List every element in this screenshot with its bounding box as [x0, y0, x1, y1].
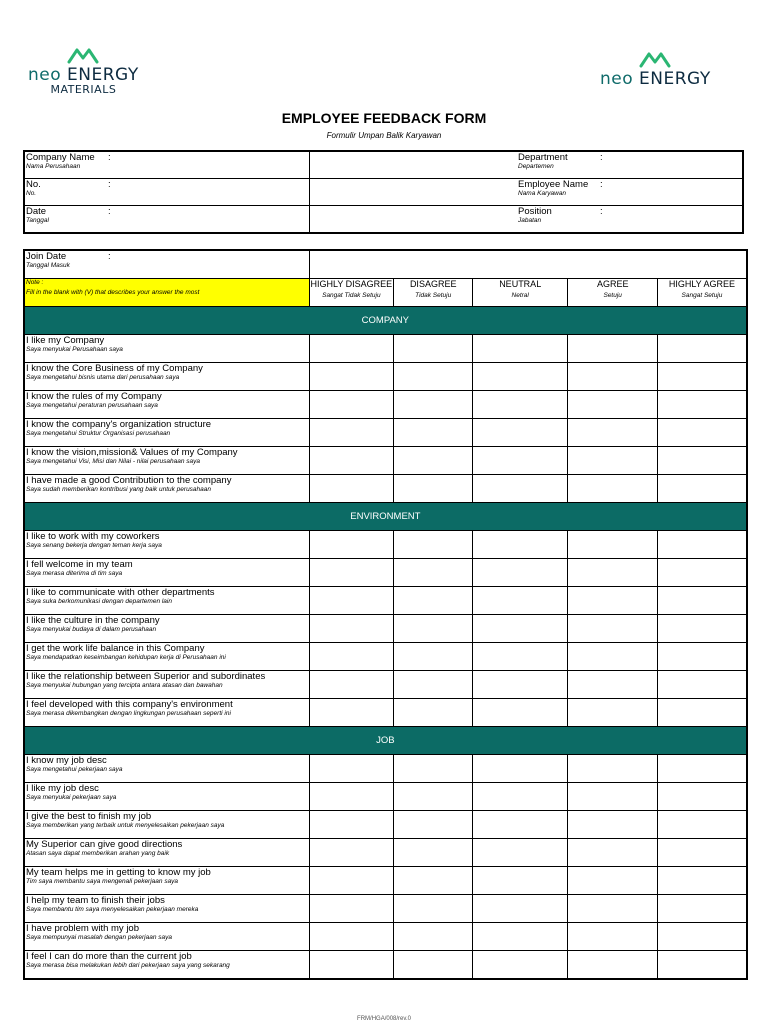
- answer-cell[interactable]: [568, 587, 658, 615]
- question-text: I help my team to finish their jobs: [26, 895, 165, 906]
- question-text: I feel I can do more than the current job: [26, 951, 192, 962]
- question-row: [24, 419, 747, 447]
- answer-cell[interactable]: [473, 559, 568, 587]
- answer-cell[interactable]: [473, 895, 568, 923]
- answer-cell[interactable]: [394, 783, 473, 811]
- question-row: [24, 615, 747, 643]
- answer-cell[interactable]: [473, 951, 568, 980]
- question-text: I give the best to finish my job: [26, 811, 152, 822]
- answer-cell[interactable]: [473, 699, 568, 727]
- question-text: I have made a good Contribution to the company: [26, 475, 232, 486]
- answer-cell[interactable]: [394, 475, 473, 503]
- answer-cell[interactable]: [309, 335, 394, 363]
- answer-cell[interactable]: [568, 419, 658, 447]
- colon: :: [108, 152, 111, 163]
- info-label-translation: No.: [26, 190, 37, 197]
- question-cell: [24, 391, 309, 419]
- answer-cell[interactable]: [568, 783, 658, 811]
- neo-energy-mark-icon: [66, 46, 100, 66]
- question-text: My Superior can give good directions: [26, 839, 183, 850]
- question-row: [24, 475, 747, 503]
- question-translation: Saya menyukai hubungan yang tercipta antara atasan dan bawahan: [26, 682, 223, 689]
- question-translation: Saya menyukai Perusahaan saya: [26, 346, 123, 353]
- info-label-translation: Tanggal: [26, 217, 49, 224]
- answer-cell[interactable]: [473, 839, 568, 867]
- scale-header: [309, 279, 394, 307]
- answer-cell[interactable]: [394, 531, 473, 559]
- answer-cell[interactable]: [568, 671, 658, 699]
- question-row: [24, 895, 747, 923]
- question-cell: [24, 811, 309, 839]
- answer-cell[interactable]: [658, 391, 747, 419]
- answer-cell[interactable]: [394, 447, 473, 475]
- info-value-field[interactable]: [309, 179, 514, 206]
- section-header-row: [24, 727, 747, 755]
- answer-cell[interactable]: [309, 895, 394, 923]
- question-row: [24, 783, 747, 811]
- info-label-cell[interactable]: [514, 206, 743, 234]
- answer-cell[interactable]: [658, 895, 747, 923]
- question-row: [24, 951, 747, 980]
- section-header-row: [24, 307, 747, 335]
- scale-label: HIGHLY DISAGREE: [310, 279, 393, 289]
- scale-header: [473, 279, 568, 307]
- question-cell: [24, 363, 309, 391]
- question-text: I know the Core Business of my Company: [26, 363, 203, 374]
- logo-subtext: MATERIALS: [50, 83, 117, 96]
- info-label: Department: [518, 152, 568, 163]
- answer-cell[interactable]: [309, 475, 394, 503]
- question-row: [24, 923, 747, 951]
- answer-cell[interactable]: [394, 755, 473, 783]
- info-label-translation: Jabatan: [518, 217, 542, 224]
- question-cell: [24, 951, 309, 980]
- answer-cell[interactable]: [658, 335, 747, 363]
- question-row: [24, 811, 747, 839]
- question-cell: [24, 615, 309, 643]
- answer-cell[interactable]: [658, 615, 747, 643]
- question-translation: Saya mempunyai masalah dengan pekerjaan saya: [26, 934, 172, 941]
- answer-cell[interactable]: [473, 811, 568, 839]
- info-row: [24, 179, 743, 206]
- answer-cell[interactable]: [394, 615, 473, 643]
- answer-cell[interactable]: [658, 587, 747, 615]
- question-text: I like to work with my coworkers: [26, 531, 160, 542]
- question-cell: [24, 671, 309, 699]
- question-text: I like the relationship between Superior and subordinates: [26, 671, 266, 682]
- section-title: JOB: [24, 727, 747, 755]
- question-cell: [24, 895, 309, 923]
- info-label-translation: Nama Karyawan: [518, 190, 567, 197]
- answer-cell[interactable]: [473, 587, 568, 615]
- question-translation: Saya membantu tim saya menyelesaikan pekerjaan mereka: [26, 906, 199, 913]
- feedback-survey-table: [23, 249, 748, 980]
- join-date-row: [24, 250, 747, 279]
- answer-cell[interactable]: [568, 335, 658, 363]
- answer-cell[interactable]: [309, 587, 394, 615]
- answer-cell[interactable]: [309, 951, 394, 980]
- answer-cell[interactable]: [473, 867, 568, 895]
- answer-cell[interactable]: [309, 615, 394, 643]
- info-label-cell[interactable]: [514, 151, 743, 179]
- scale-translation: Setuju: [603, 292, 622, 299]
- company-logo-left: [28, 46, 139, 96]
- answer-cell[interactable]: [568, 559, 658, 587]
- info-label: No.: [26, 179, 41, 190]
- info-value-field[interactable]: [309, 206, 514, 234]
- answer-cell[interactable]: [394, 923, 473, 951]
- answer-cell[interactable]: [568, 895, 658, 923]
- question-translation: Saya merasa diterima di tim saya: [26, 570, 123, 577]
- answer-cell[interactable]: [568, 643, 658, 671]
- answer-cell[interactable]: [394, 951, 473, 980]
- question-translation: Saya mengetahui Struktur Organisasi perusahaan: [26, 430, 171, 437]
- question-cell: [24, 867, 309, 895]
- question-row: [24, 671, 747, 699]
- question-row: [24, 391, 747, 419]
- colon: :: [108, 251, 111, 262]
- question-cell: [24, 531, 309, 559]
- info-label-cell: [24, 151, 309, 179]
- answer-cell[interactable]: [568, 391, 658, 419]
- question-text: I know the rules of my Company: [26, 391, 162, 402]
- answer-cell[interactable]: [568, 363, 658, 391]
- question-text: I get the work life balance in this Company: [26, 643, 205, 654]
- question-translation: Saya merasa bisa melakukan lebih dari pekerjaan saya yang sekarang: [26, 962, 230, 969]
- info-value-field[interactable]: [309, 151, 514, 179]
- answer-cell[interactable]: [658, 447, 747, 475]
- answer-cell[interactable]: [658, 811, 747, 839]
- answer-cell[interactable]: [394, 363, 473, 391]
- question-row: [24, 839, 747, 867]
- answer-cell[interactable]: [309, 531, 394, 559]
- form-code: FRM/HGA/008/rev.0: [357, 1016, 411, 1022]
- answer-cell[interactable]: [473, 615, 568, 643]
- answer-cell[interactable]: [568, 951, 658, 980]
- question-translation: Saya mengetahui bisnis utama dari perusahaan saya: [26, 374, 180, 381]
- answer-cell[interactable]: [568, 923, 658, 951]
- answer-cell[interactable]: [658, 923, 747, 951]
- question-text: I like my Company: [26, 335, 105, 346]
- question-cell: [24, 335, 309, 363]
- answer-cell[interactable]: [568, 699, 658, 727]
- answer-cell[interactable]: [309, 699, 394, 727]
- info-label-line: [518, 206, 741, 217]
- answer-cell[interactable]: [658, 839, 747, 867]
- logo-wordmark: neo ENERGY: [600, 69, 711, 89]
- question-text: My team helps me in getting to know my job: [26, 867, 211, 878]
- join-date-label-cell: [24, 250, 309, 279]
- question-translation: Saya suka berkomunikasi dengan departemen lain: [26, 598, 172, 605]
- answer-cell[interactable]: [568, 615, 658, 643]
- question-translation: Saya memberikan yang terbaik untuk menyelesaikan pekerjaan saya: [26, 822, 225, 829]
- question-cell: [24, 699, 309, 727]
- answer-cell[interactable]: [473, 475, 568, 503]
- answer-cell[interactable]: [394, 811, 473, 839]
- answer-cell[interactable]: [473, 363, 568, 391]
- answer-cell[interactable]: [568, 867, 658, 895]
- answer-cell[interactable]: [473, 391, 568, 419]
- question-cell: [24, 587, 309, 615]
- info-label-line: [26, 179, 308, 190]
- question-cell: [24, 643, 309, 671]
- scale-label: AGREE: [596, 279, 629, 289]
- scale-header-row: [24, 279, 747, 307]
- question-translation: Saya menyukai pekerjaan saya: [26, 794, 117, 801]
- scale-translation: Sangat Tidak Setuju: [322, 292, 381, 299]
- form-title: EMPLOYEE FEEDBACK FORM: [281, 110, 487, 126]
- logo-wordmark: neo ENERGY: [28, 65, 139, 85]
- info-row: [24, 206, 743, 234]
- info-label: Employee Name: [518, 179, 589, 190]
- answer-cell[interactable]: [658, 671, 747, 699]
- question-cell: [24, 475, 309, 503]
- instruction-note: [24, 279, 309, 307]
- info-label-translation: Nama Perusahaan: [26, 163, 81, 170]
- question-translation: Saya mengetahui pekerjaan saya: [26, 766, 123, 773]
- info-label: Company Name: [26, 152, 95, 163]
- scale-translation: Netral: [511, 292, 529, 299]
- answer-cell[interactable]: [473, 923, 568, 951]
- section-title: COMPANY: [24, 307, 747, 335]
- question-text: I have problem with my job: [26, 923, 139, 934]
- answer-cell[interactable]: [309, 391, 394, 419]
- answer-cell[interactable]: [309, 923, 394, 951]
- answer-cell[interactable]: [394, 699, 473, 727]
- info-row: [24, 151, 743, 179]
- answer-cell[interactable]: [568, 755, 658, 783]
- answer-cell[interactable]: [394, 839, 473, 867]
- question-text: I know the vision,mission& Values of my Company: [26, 447, 238, 458]
- scale-header: [658, 279, 747, 307]
- answer-cell[interactable]: [309, 419, 394, 447]
- answer-cell[interactable]: [568, 811, 658, 839]
- note-text: Fill in the blank with (V) that describes your answer the most: [26, 289, 200, 296]
- scale-translation: Tidak Setuju: [415, 292, 452, 299]
- join-date-label: Join Date: [26, 251, 67, 262]
- info-label-line: [518, 179, 741, 190]
- answer-cell[interactable]: [309, 755, 394, 783]
- join-date-line: [26, 251, 308, 262]
- scale-translation: Sangat Setuju: [681, 292, 723, 299]
- info-label: Position: [518, 206, 552, 217]
- question-cell: [24, 559, 309, 587]
- question-translation: Saya merasa dikembangkan dengan lingkungan perusahaan seperti ini: [26, 710, 231, 717]
- info-label: Date: [26, 206, 47, 217]
- question-text: I fell welcome in my team: [26, 559, 133, 570]
- question-translation: Saya mengetahui Visi, Misi dan Nilai - nilai perusahaan saya: [26, 458, 201, 465]
- question-translation: Saya mengetahui peraturan perusahaan saya: [26, 402, 158, 409]
- question-cell: [24, 419, 309, 447]
- info-label-cell: [24, 179, 309, 206]
- join-date-field[interactable]: [309, 250, 747, 279]
- answer-cell[interactable]: [394, 559, 473, 587]
- info-label-cell: [24, 206, 309, 234]
- question-row: [24, 867, 747, 895]
- info-label-line: [26, 152, 308, 163]
- question-row: [24, 335, 747, 363]
- neo-energy-mark-icon: [638, 50, 672, 70]
- question-translation: Saya menyukai budaya di dalam perusahaan: [26, 626, 157, 633]
- info-label-translation: Departemen: [518, 163, 554, 170]
- answer-cell[interactable]: [394, 391, 473, 419]
- question-translation: Saya senang bekerja dengan teman kerja saya: [26, 542, 162, 549]
- question-translation: Saya sudah memberikan kontribusi yang baik untuk perusahaan: [26, 486, 212, 493]
- colon: :: [108, 179, 111, 190]
- info-label-line: [518, 152, 741, 163]
- question-translation: Tim saya membantu saya mengenali pekerjaan saya: [26, 878, 179, 885]
- scale-label: NEUTRAL: [499, 279, 542, 289]
- answer-cell[interactable]: [473, 335, 568, 363]
- answer-cell[interactable]: [658, 951, 747, 980]
- question-text: I like my job desc: [26, 783, 99, 794]
- scale-header: [568, 279, 658, 307]
- section-header-row: [24, 503, 747, 531]
- answer-cell[interactable]: [658, 643, 747, 671]
- question-cell: [24, 447, 309, 475]
- answer-cell[interactable]: [658, 755, 747, 783]
- question-row: [24, 699, 747, 727]
- question-cell: [24, 755, 309, 783]
- company-logo-right: [600, 50, 711, 88]
- answer-cell[interactable]: [658, 363, 747, 391]
- employee-info-table: [23, 150, 744, 234]
- answer-cell[interactable]: [568, 531, 658, 559]
- answer-cell[interactable]: [473, 671, 568, 699]
- answer-cell[interactable]: [309, 363, 394, 391]
- question-translation: Saya mendapatkan keseimbangan kehidupan kerja di Perusahaan ini: [26, 654, 226, 661]
- answer-cell[interactable]: [658, 475, 747, 503]
- question-cell: [24, 923, 309, 951]
- question-cell: [24, 839, 309, 867]
- question-row: [24, 587, 747, 615]
- answer-cell[interactable]: [394, 587, 473, 615]
- question-cell: [24, 783, 309, 811]
- answer-cell[interactable]: [394, 419, 473, 447]
- answer-cell[interactable]: [309, 811, 394, 839]
- answer-cell[interactable]: [658, 419, 747, 447]
- answer-cell[interactable]: [309, 671, 394, 699]
- answer-cell[interactable]: [394, 671, 473, 699]
- answer-cell[interactable]: [473, 755, 568, 783]
- question-text: I like to communicate with other departments: [26, 587, 215, 598]
- answer-cell[interactable]: [473, 419, 568, 447]
- join-date-translation: Tanggal Masuk: [26, 262, 70, 269]
- answer-cell[interactable]: [309, 643, 394, 671]
- question-row: [24, 363, 747, 391]
- info-label-line: [26, 206, 308, 217]
- answer-cell[interactable]: [658, 867, 747, 895]
- colon: :: [600, 179, 603, 190]
- info-label-cell[interactable]: [514, 179, 743, 206]
- answer-cell[interactable]: [394, 335, 473, 363]
- question-row: [24, 755, 747, 783]
- question-row: [24, 559, 747, 587]
- answer-cell[interactable]: [568, 447, 658, 475]
- question-row: [24, 643, 747, 671]
- answer-cell[interactable]: [309, 783, 394, 811]
- colon: :: [108, 206, 111, 217]
- answer-cell[interactable]: [309, 447, 394, 475]
- answer-cell[interactable]: [309, 559, 394, 587]
- question-row: [24, 447, 747, 475]
- answer-cell[interactable]: [658, 699, 747, 727]
- question-text: I know the company's organization structure: [26, 419, 212, 430]
- question-translation: Atasan saya dapat memberikan arahan yang baik: [26, 850, 170, 857]
- answer-cell[interactable]: [394, 867, 473, 895]
- answer-cell[interactable]: [394, 895, 473, 923]
- answer-cell[interactable]: [568, 475, 658, 503]
- note-label: Note :: [26, 279, 44, 286]
- answer-cell[interactable]: [309, 867, 394, 895]
- colon: :: [600, 152, 603, 163]
- answer-cell[interactable]: [473, 447, 568, 475]
- answer-cell[interactable]: [473, 643, 568, 671]
- question-text: I feel developed with this company's environment: [26, 699, 233, 710]
- question-row: [24, 531, 747, 559]
- answer-cell[interactable]: [658, 783, 747, 811]
- question-text: I like the culture in the company: [26, 615, 160, 626]
- answer-cell[interactable]: [658, 559, 747, 587]
- colon: :: [600, 206, 603, 217]
- answer-cell[interactable]: [309, 839, 394, 867]
- section-title: ENVIRONMENT: [24, 503, 747, 531]
- answer-cell[interactable]: [394, 643, 473, 671]
- answer-cell[interactable]: [473, 783, 568, 811]
- scale-header: [394, 279, 473, 307]
- form-subtitle: Formulir Umpan Balik Karyawan: [326, 131, 442, 140]
- scale-label: HIGHLY AGREE: [668, 279, 736, 289]
- answer-cell[interactable]: [473, 531, 568, 559]
- answer-cell[interactable]: [568, 839, 658, 867]
- question-text: I know my job desc: [26, 755, 107, 766]
- scale-label: DISAGREE: [409, 279, 457, 289]
- answer-cell[interactable]: [658, 531, 747, 559]
